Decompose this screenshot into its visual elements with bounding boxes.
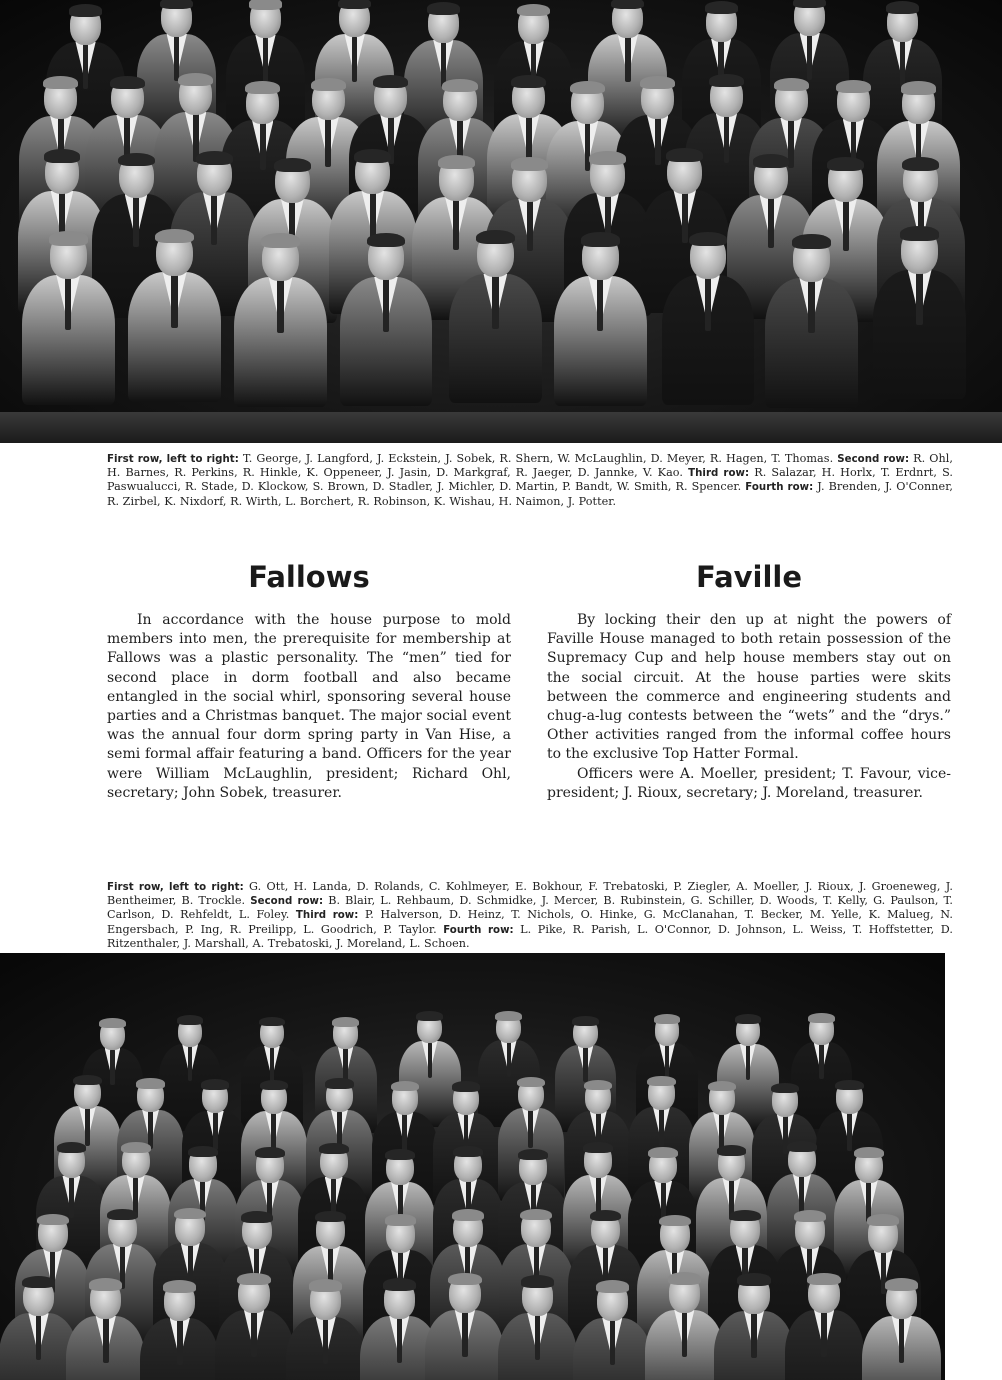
caption-row-names: P. Halverson, D. Heinz, T. Nichols, O. Hinke, G. McClanahan, T. Becker, M. Yelle, K. Malueg, N. Engersbach, P. Ing, R. Preilipp, L. Goodrich, P. Taylor.	[107, 908, 954, 936]
fallows-group-photo	[0, 0, 1002, 443]
caption-row-names: J. Brenden, J. O'Conner, R. Zirbel, K. Nixdorf, R. Wirth, L. Borchert, R. Robinson, K. Wishau, H. Naimon, J. Potter.	[107, 480, 953, 508]
fallows-photo-caption	[107, 452, 953, 508]
caption-row-names: G. Ott, H. Landa, D. Rolands, C. Kohlmeyer, E. Bokhour, F. Trebatoski, P. Ziegler, A. Moeller, J. Rioux, J. Groeneweg, J. Bentheimer, B. Trockle.	[107, 880, 954, 908]
group-member-figure	[785, 1275, 864, 1380]
caption-row-names: L. Pike, R. Parish, L. O'Connor, D. Johnson, L. Weiss, T. Hoffstetter, D. Ritzenthaler, J. Marshall, A. Trebatoski, J. Moreland, L. Schoen.	[107, 922, 953, 950]
group-member-figure	[140, 1282, 219, 1380]
group-member-figure	[234, 236, 327, 411]
faville-article	[547, 611, 951, 803]
group-member-figure	[862, 1280, 941, 1380]
group-member-figure	[765, 236, 858, 411]
caption-row-label: Second row:	[837, 454, 910, 465]
group-member-figure	[662, 234, 755, 409]
faville-photo-caption	[107, 880, 953, 950]
faville-heading: Faville	[695, 560, 803, 594]
group-member-figure	[714, 1275, 793, 1380]
caption-row-names: T. George, J. Langford, J. Eckstein, J. Sobek, R. Shern, W. McLaughlin, D. Meyer, R. Hagen, T. Thomas.	[242, 452, 834, 465]
group-member-figure	[573, 1282, 652, 1380]
faville-paragraph: Officers were A. Moeller, president; T. Favour, vice-president; J. Rioux, secretary; J. Moreland, treasurer.	[547, 765, 951, 801]
faville-paragraph: By locking their den up at night the powers of Faville House managed to both retain possession of the Supremacy Cup and help house members stay out on the social circuit. At the house parties were skits between the commerce and engineering students and chug-a-lug contests between the “wets” and the “drys.” Other activities ranged from the informal coffee hours to the exclusive Top Hatter Formal.	[547, 612, 951, 763]
caption-row-label: Fourth row:	[443, 924, 514, 936]
group-member-figure	[498, 1277, 577, 1380]
group-member-figure	[22, 233, 115, 408]
group-member-figure	[128, 231, 221, 406]
caption-row-names: B. Blair, L. Rehbaum, D. Schmidke, J. Mercer, B. Rubinstein, G. Schiller, D. Woods, T. Kelly, G. Paulson, T. Carlson, D. Rehfeldt, L. Foley.	[107, 894, 954, 922]
caption-row-names: R. Ohl, H. Barnes, R. Perkins, R. Hinkle, K. Oppeneer, J. Jasin, D. Markgraf, R. Jaeger, D. Jannke, V. Kao.	[107, 452, 953, 480]
fallows-heading: Fallows	[248, 560, 370, 594]
group-member-figure	[340, 235, 433, 410]
group-member-figure	[215, 1275, 294, 1380]
faville-group-photo	[0, 953, 945, 1380]
caption-row-label: First row, left to right:	[107, 882, 244, 893]
group-member-figure	[449, 232, 542, 407]
caption-row-label: Third row:	[295, 910, 359, 922]
fallows-paragraph: In accordance with the house purpose to mold members into men, the prerequisite for membership at Fallows was a plastic personality. The “men” tied for second place in dorm football and also became entangled in the social whirl, sponsoring several house parties and a Christmas banquet. The major social event was the annual four dorm spring party in Van Hise, a semi formal affair featuring a band. Officers for the year were William McLaughlin, president; Richard Ohl, secretary; John Sobek, treasurer.	[107, 612, 511, 801]
group-member-figure	[425, 1275, 504, 1380]
group-member-figure	[286, 1281, 365, 1380]
fallows-article	[107, 611, 511, 803]
caption-row-label: First row, left to right:	[107, 454, 239, 465]
group-member-figure	[873, 228, 966, 403]
caption-row-label: Second row:	[250, 896, 324, 908]
group-member-figure	[66, 1280, 145, 1380]
caption-row-names: R. Salazar, H. Horlx, T. Erdnrt, S. Paswualucci, R. Stade, D. Klockow, S. Brown, D. Stadler, J. Michler, D. Martin, P. Bandt, W. Smith, R. Spencer.	[107, 466, 953, 494]
caption-row-label: Fourth row:	[745, 482, 814, 494]
caption-row-label: Third row:	[688, 468, 750, 480]
bench	[0, 412, 1002, 443]
group-member-figure	[645, 1274, 724, 1380]
group-member-figure	[554, 234, 647, 409]
